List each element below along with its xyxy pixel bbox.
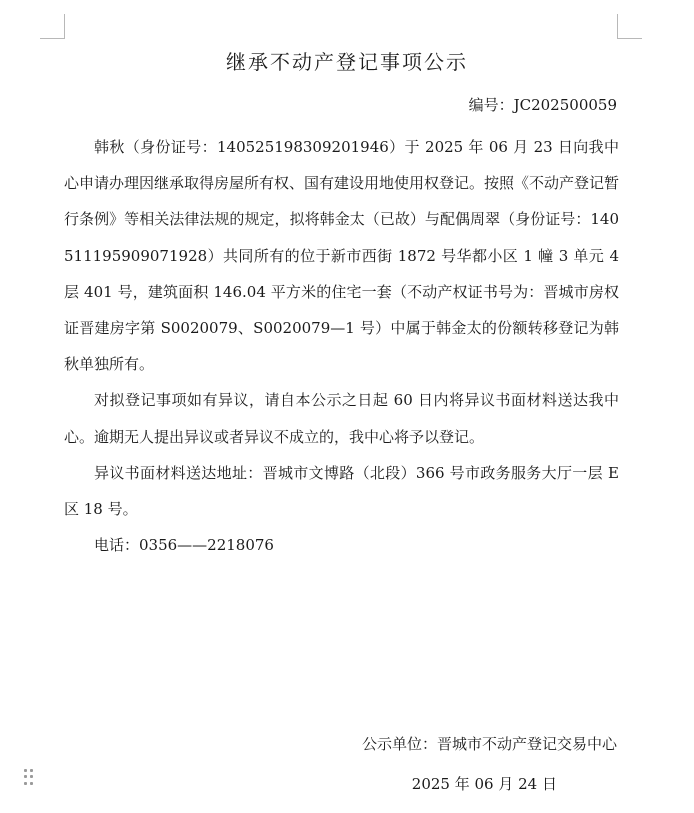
signature-unit: 公示单位：晋城市不动产登记交易中心 [361,735,617,753]
paragraph-application: 韩秋（身份证号：140525198309201946）于 2025 年 06 月 23 日向我中心申请办理因继承取得房屋所有权、国有建设用地使用权登记。按照《不动产登记暂行条例》等相关法律法规的规定，拟将韩金太（已故）与配偶周翠（身份证号：140511195909071928）共同所有的位于新市西街 1872 号华都小区 1 幢 3 单元 4 层 401 号，建筑面积 146.04 平方米的住宅一套（不动产权证书号为：晋城市房权证晋建房字第 S0020079、S0020079—1 号）中属于韩金太的份额转移登记为韩秋单独所有。 [64,138,620,374]
document-body [64,129,619,563]
drag-handle-icon[interactable] [24,769,34,785]
paragraph-phone: 电话：0356——2218076 [94,536,274,555]
document-number: 编号：JC202500059 [468,96,617,114]
document-title: 继承不动产登记事项公示 [226,50,468,74]
signature-date: 2025 年 06 月 24 日 [411,775,557,793]
page-corner-marker-top-right [617,14,642,39]
paragraph-objection: 对拟登记事项如有异议，请自本公示之日起 60 日内将异议书面材料送达我中心。逾期无人提出异议或者异议不成立的，我中心将予以登记。 [64,391,619,446]
page-corner-marker-top-left [40,14,65,39]
paragraph-address: 异议书面材料送达地址：晋城市文博路（北段）366 号市政务服务大厅一层 E 区 18 号。 [64,463,619,519]
